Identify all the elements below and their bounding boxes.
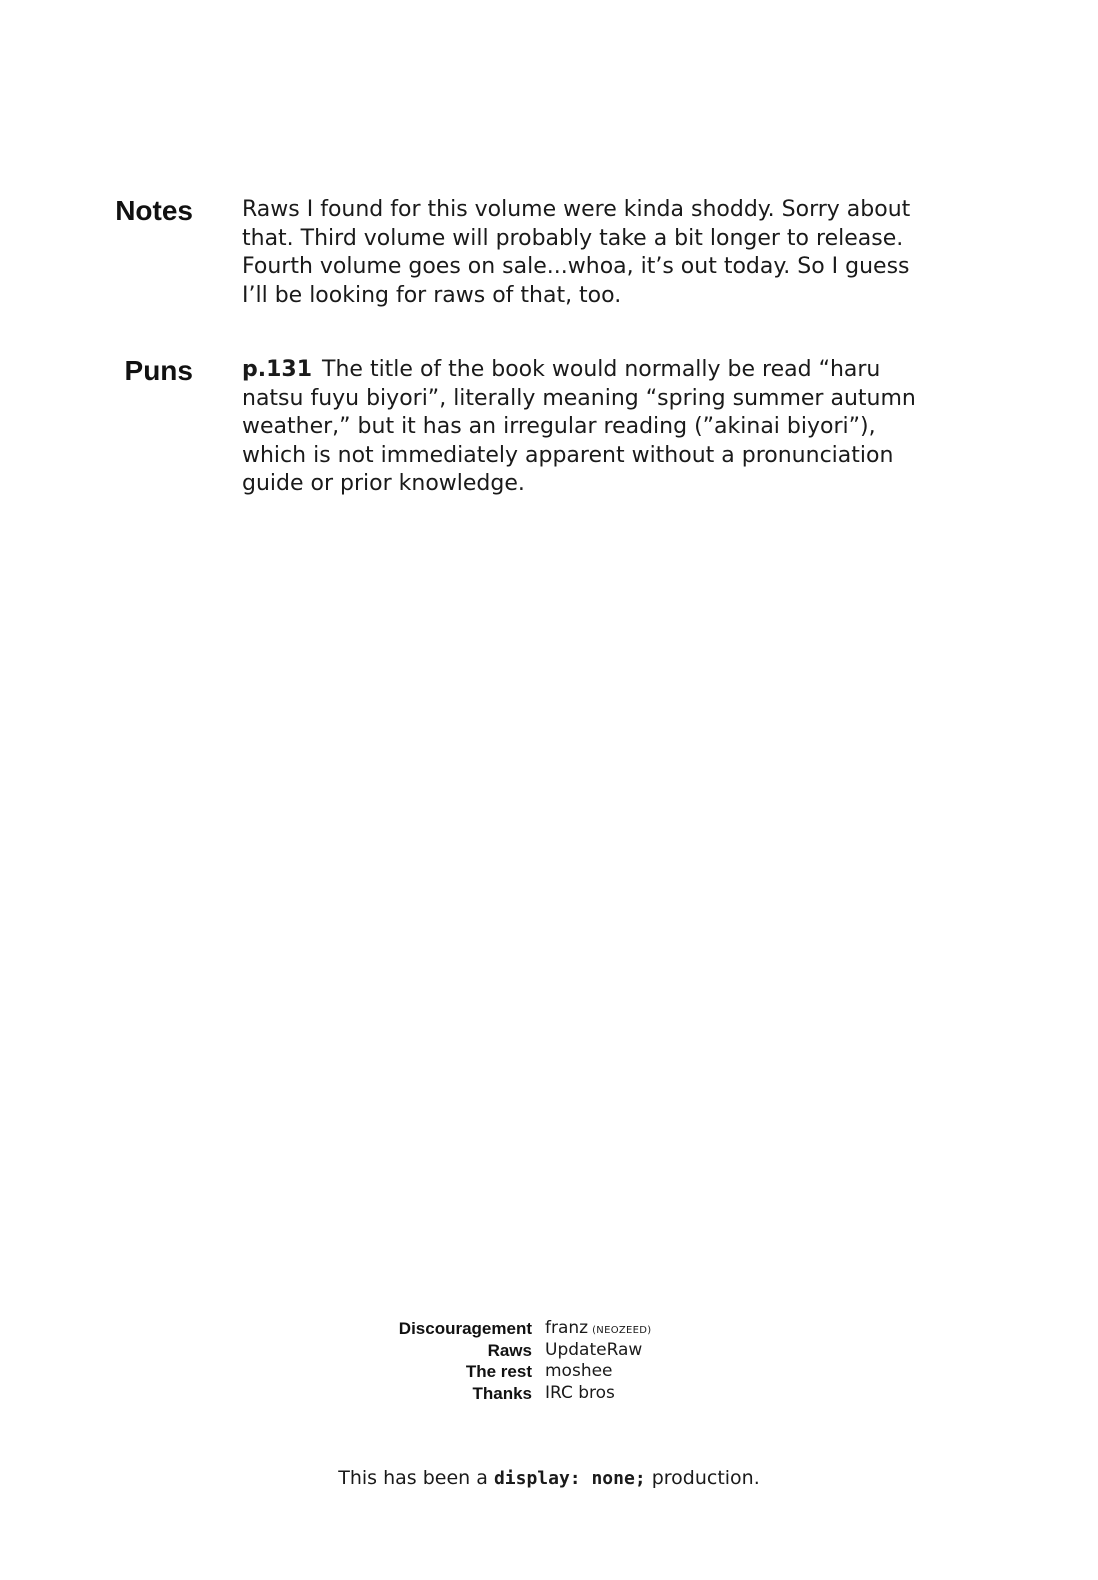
- credit-row: [0, 1383, 1098, 1405]
- notes-line: Raws I found for this volume were kinda shoddy. Sorry about: [242, 197, 911, 222]
- puns-line: guide or prior knowledge.: [242, 471, 525, 496]
- credit-name: IRC bros: [545, 1382, 615, 1403]
- production-footer: [0, 1466, 1098, 1491]
- pun-page-ref: p.131: [242, 357, 313, 382]
- footer-code: display: none;: [493, 1468, 646, 1489]
- credit-name: moshee: [545, 1361, 613, 1381]
- credit-name: UpdateRaw: [545, 1339, 643, 1360]
- notes-line: that. Third volume will probably take a bit longer to release.: [242, 225, 904, 251]
- credit-row: [0, 1340, 1098, 1362]
- puns-line: weather,” but it has an irregular reading (”akinai biyori”),: [242, 414, 876, 439]
- notes-line: Fourth volume goes on sale...whoa, it’s out today. So I guess: [242, 254, 910, 279]
- credit-note: (NEOZEED): [592, 1325, 652, 1336]
- footer-prefix: This has been a: [338, 1467, 488, 1489]
- puns-line: natsu fuyu biyori”, literally meaning “spring summer autumn: [242, 385, 916, 411]
- credit-row: [0, 1318, 1098, 1340]
- credit-name: [545, 1318, 651, 1342]
- puns-line: [242, 356, 902, 385]
- credit-role: The rest: [465, 1362, 532, 1381]
- credits-list: [0, 1318, 1098, 1404]
- puns-heading: Puns: [124, 355, 193, 386]
- notes-line: I’ll be looking for raws of that, too.: [242, 282, 622, 308]
- credit-role: Thanks: [472, 1383, 532, 1403]
- credit-row: [0, 1361, 1098, 1383]
- footer-suffix: production.: [651, 1467, 760, 1489]
- credit-role: Discouragement: [398, 1319, 532, 1338]
- notes-heading: Notes: [115, 195, 193, 226]
- puns-line: which is not immediately apparent without a pronunciation: [242, 442, 894, 468]
- credit-name-text: franz: [545, 1318, 589, 1338]
- notes-text: [242, 196, 911, 310]
- credit-role: Raws: [487, 1340, 532, 1360]
- puns-line-text: The title of the book would normally be read “haru: [322, 357, 881, 382]
- puns-text: [242, 356, 916, 499]
